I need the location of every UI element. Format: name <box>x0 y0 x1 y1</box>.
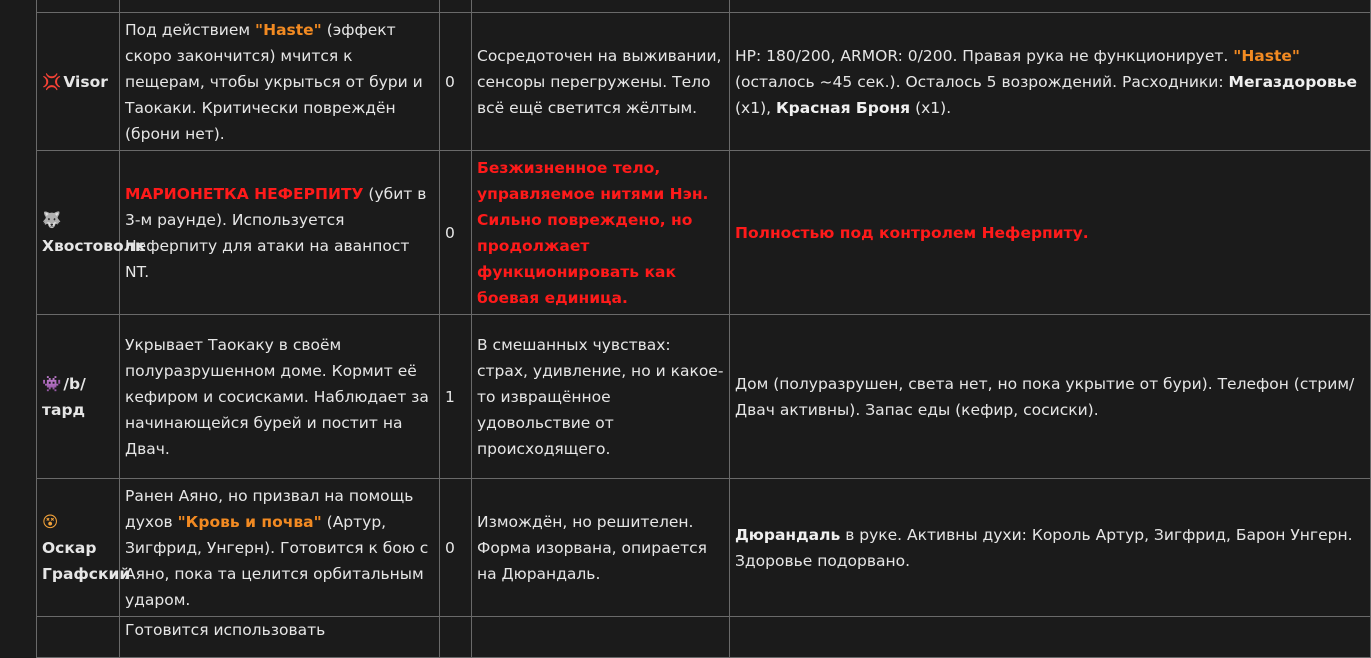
mood-cell: В смешанных чувствах: страх, удивление, но и какое-то извращённое удовольствие от происходящего. <box>472 315 730 479</box>
mood-cell: Безжизненное тело, управляемое нитями Нэн. Сильно повреждено, но продолжает функционировать как боевая единица. <box>472 151 730 315</box>
count-cell: 0 <box>440 13 472 151</box>
inventory-cell <box>730 13 1371 151</box>
status-cell <box>120 151 440 315</box>
character-name: Оскар Графский <box>42 538 131 583</box>
table-row <box>37 479 1371 617</box>
inventory-item: Мегаздоровье <box>1228 72 1358 91</box>
inventory-cell: Полностью под контролем Неферпиту. <box>730 151 1371 315</box>
table-row <box>37 315 1371 479</box>
status-highlight: МАРИОНЕТКА НЕФЕРПИТУ <box>125 184 364 203</box>
name-cell <box>37 151 146 315</box>
status-cell <box>120 479 440 617</box>
name-cell <box>37 479 131 617</box>
status-cell: Готовится использовать <box>120 617 440 658</box>
inventory-text: (x1), <box>735 98 776 117</box>
alien-monster-icon: 👾 <box>42 374 62 393</box>
status-text: (убит в 3-м раунде). Используется Неферпиту для атаки на аванпост NT. <box>125 184 427 281</box>
count-cell: 0 <box>440 479 472 617</box>
name-cell <box>37 0 120 13</box>
name-cell <box>37 617 120 658</box>
status-cell <box>120 13 440 151</box>
table-row <box>37 13 1371 151</box>
name-cell <box>37 315 120 479</box>
character-name: Хвостоволк <box>42 236 146 255</box>
character-name: /b/тард <box>42 374 86 419</box>
mood-cell <box>472 617 730 658</box>
mood-cell <box>472 0 730 13</box>
inventory-item: Дюрандаль <box>735 525 841 544</box>
inventory-text: в руке. Активны духи: Король Артур, Зигфрид, Барон Унгерн. Здоровье подорвано. <box>735 525 1353 570</box>
status-text: (Артур, Зигфрид, Унгерн). Готовится к бою с Аяно, пока та целится орбитальным ударом. <box>125 512 429 609</box>
characters-table <box>36 0 1371 658</box>
table-row <box>37 617 1371 658</box>
inventory-text: (осталось ~45 сек.). Осталось 5 возрождений. Расходники: <box>735 72 1229 91</box>
table-row <box>37 151 1371 315</box>
name-cell <box>37 13 120 151</box>
mood-cell: Измождён, но решителен. Форма изорвана, опирается на Дюрандаль. <box>472 479 730 617</box>
inventory-highlight: "Haste" <box>1233 46 1300 65</box>
count-cell: 0 <box>440 151 472 315</box>
count-cell <box>440 0 472 13</box>
status-text: (эффект скоро закончится) мчится к пещерам, чтобы укрыться от бури и Таокаки. Критически повреждён (брони нет). <box>125 20 423 143</box>
status-cell: Укрывает Таокаку в своём полуразрушенном доме. Кормит её кефиром и сосисками. Наблюдает за начинающейся бурей и постит на Двач. <box>120 315 440 479</box>
inventory-cell <box>730 0 1371 13</box>
inventory-cell: Дом (полуразрушен, света нет, но пока укрытие от бури). Телефон (стрим/Двач активны). Запас еды (кефир, сосиски). <box>730 315 1371 479</box>
status-highlight: "Кровь и почва" <box>177 512 322 531</box>
wolf-icon: 🐺 <box>42 210 62 229</box>
inventory-cell <box>730 617 1371 658</box>
inventory-text: (x1). <box>910 98 952 117</box>
count-cell <box>440 617 472 658</box>
status-cell <box>120 0 440 13</box>
mood-cell: Сосредоточен на выживании, сенсоры перегружены. Тело всё ещё светится жёлтым. <box>472 13 730 151</box>
anger-icon: 💢 <box>42 72 62 91</box>
character-name: Visor <box>63 72 108 91</box>
status-text: Ранен Аяно, но призвал на помощь духов <box>125 486 414 531</box>
dizzy-face-icon: 😵 <box>42 512 59 531</box>
count-cell: 1 <box>440 315 472 479</box>
inventory-item: Красная Броня <box>775 98 911 117</box>
characters-table-container <box>36 0 1371 658</box>
table-row <box>37 0 1371 13</box>
inventory-text: HP: 180/200, ARMOR: 0/200. Правая рука не функционирует. <box>735 46 1234 65</box>
inventory-cell <box>730 479 1371 617</box>
status-highlight: "Haste" <box>255 20 322 39</box>
status-text: Под действием <box>125 20 256 39</box>
